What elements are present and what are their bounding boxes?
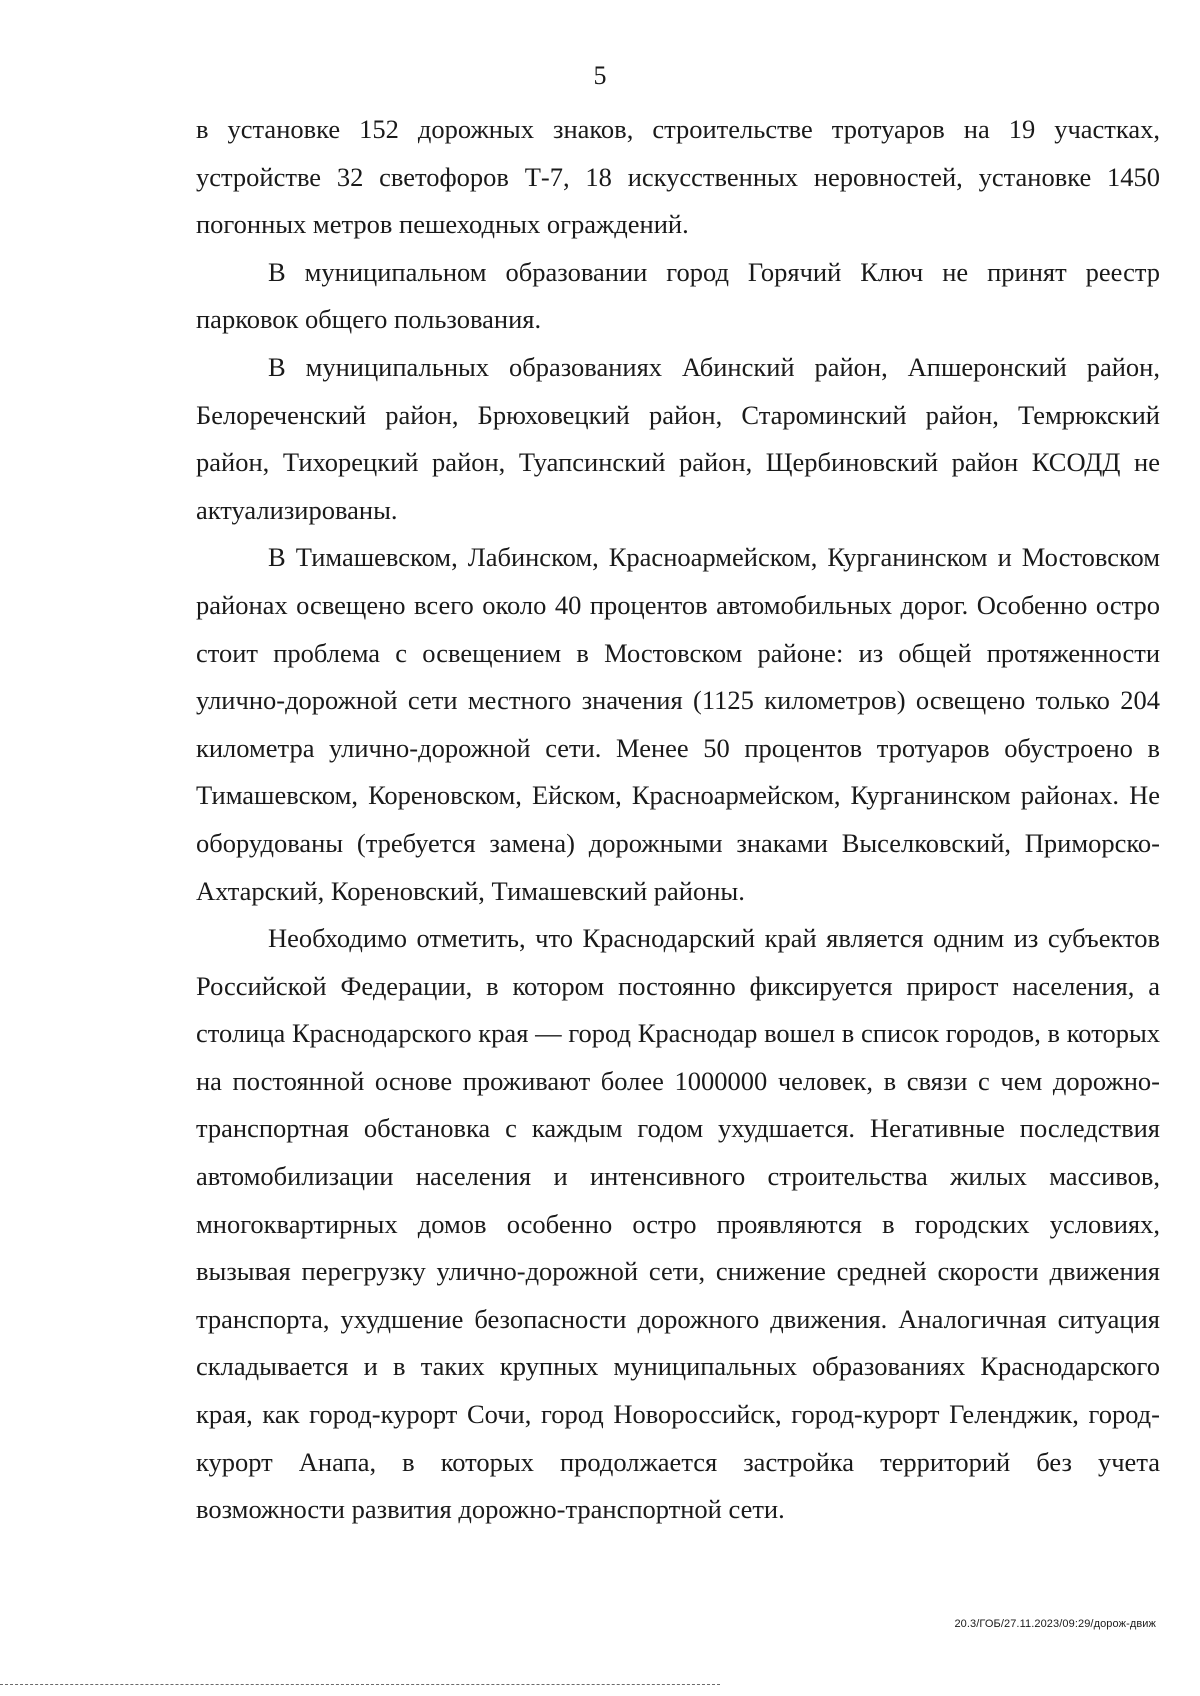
paragraph-2: В муниципальном образовании город Горячий Ключ не принят реестр парковок общего пользования. (196, 256, 1160, 335)
document-footer-code: 20.3/ГОБ/27.11.2023/09:29/дорож-движ (954, 1618, 1156, 1630)
paragraph-1: в установке 152 дорожных знаков, строительстве тротуаров на 19 участках, устройстве 32 светофоров Т-7, 18 искусственных неровностей, установке 1450 погонных метров пешеходных ограждений. (196, 114, 1160, 240)
paragraph-5: Необходимо отметить, что Краснодарский край является одним из субъектов Российской Федерации, в котором постоянно фиксируется прирост населения, а столица Краснодарского края — город Краснодар вошел в список городов, в которых на постоянной основе проживают более 1000000 человек, в связи с чем дорожно-транспортная обстановка с каждым годом ухудшается. Негативные последствия автомобилизации населения и интенсивного строительства жилых массивов, многоквартирных домов особенно остро проявляются в городских условиях, вызывая перегрузку улично-дорожной сети, снижение средней скорости движения транспорта, ухудшение безопасности дорожного движения. Аналогичная ситуация складывается и в таких крупных муниципальных образованиях Краснодарского края, как город-курорт Сочи, город Новороссийск, город-курорт Геленджик, город-курорт Анапа, в которых продолжается застройка территорий без учета возможности развития дорожно-транспортной сети. (196, 923, 1160, 1525)
document-body (196, 106, 1160, 1534)
paragraph-4: В Тимашевском, Лабинском, Красноармейском, Курганинском и Мостовском районах освещено всего около 40 процентов автомобильных дорог. Особенно остро стоит проблема с освещением в Мостовском районе: из общей протяженности улично-дорожной сети местного значения (1125 километров) освещено только 204 километра улично-дорожной сети. Менее 50 процентов тротуаров обустроено в Тимашевском, Кореновском, Ейском, Красноармейском, Курганинском районах. Не оборудованы (требуется замена) дорожными знаками Выселковский, Приморско-Ахтарский, Кореновский, Тимашевский районы. (196, 542, 1160, 906)
paragraph-3: В муниципальных образованиях Абинский район, Апшеронский район, Белореченский район, Брюховецкий район, Староминский район, Темрюкский район, Тихорецкий район, Туапсинский район, Щербиновский район КСОДД не актуализированы. (196, 351, 1160, 525)
page-edge-divider (0, 1684, 720, 1685)
page-number: 5 (593, 61, 607, 90)
